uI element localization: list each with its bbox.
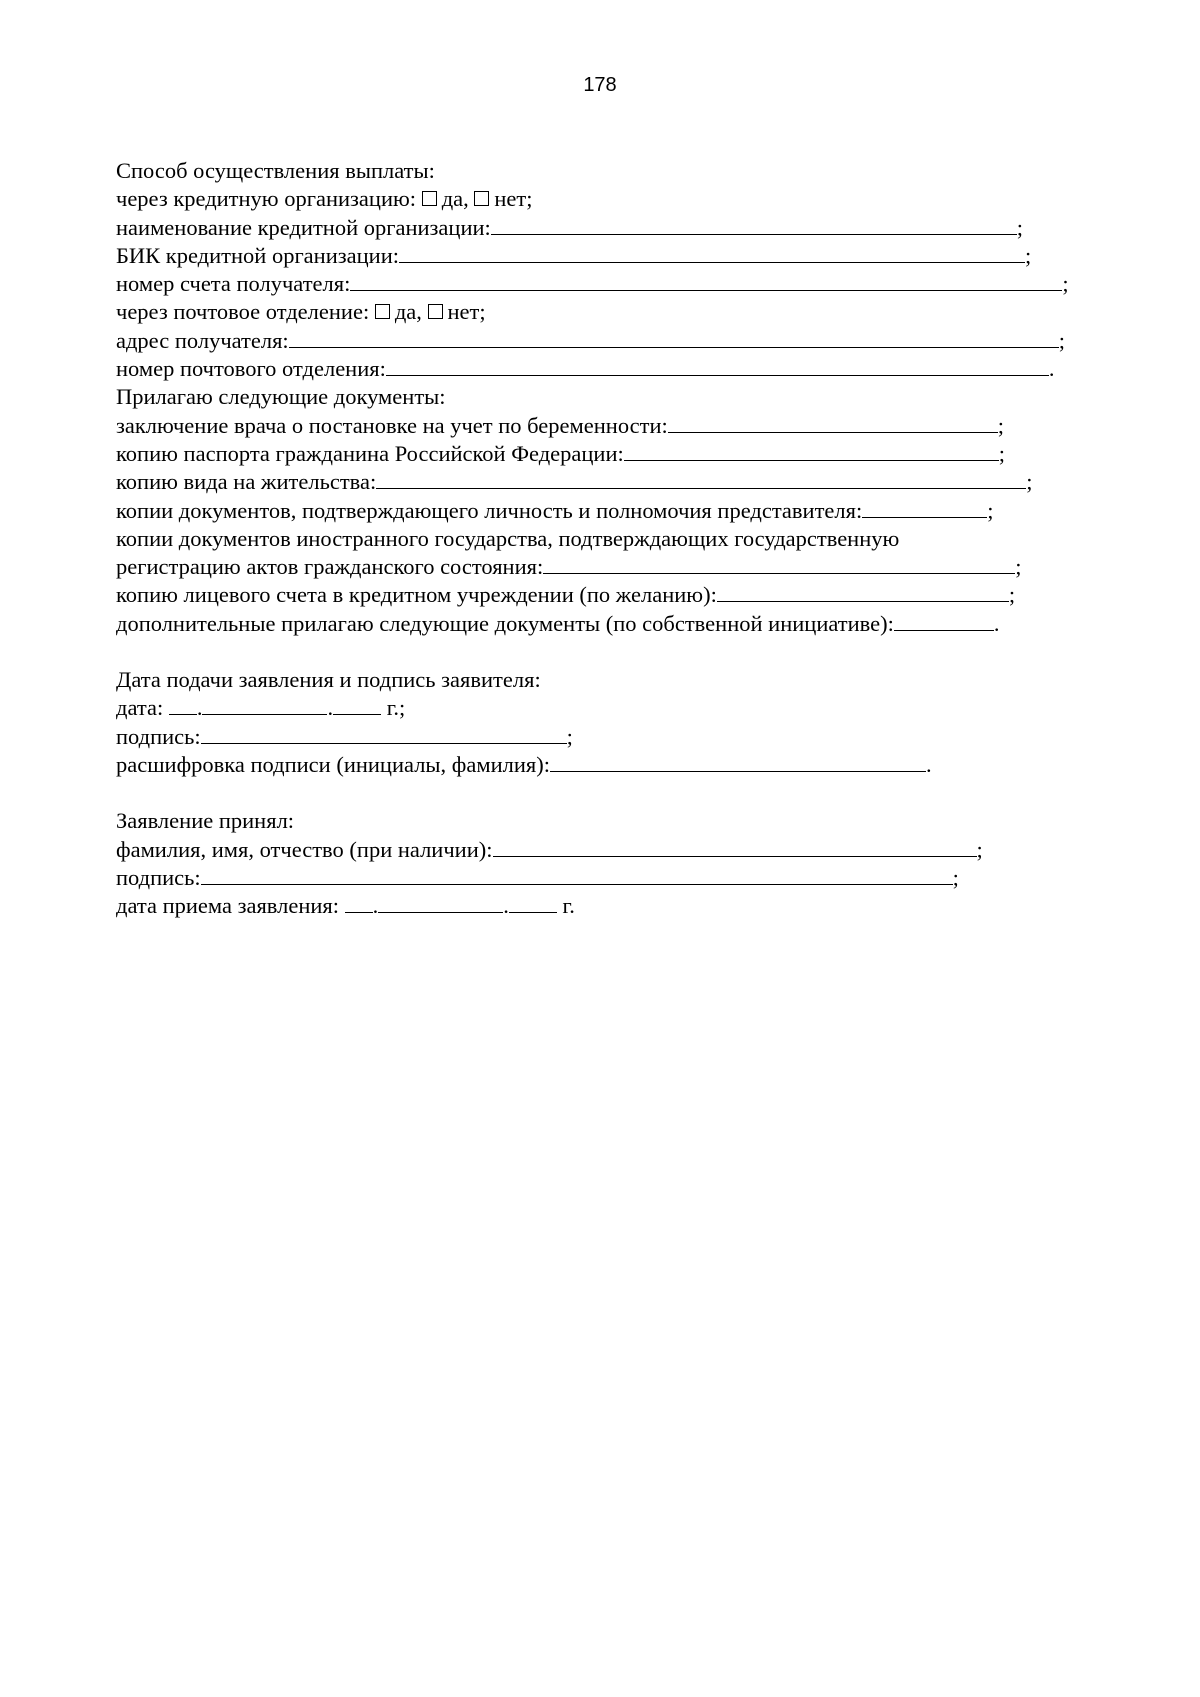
semicolon: ; xyxy=(952,864,959,890)
page-number: 178 xyxy=(583,74,617,96)
date-dot: . xyxy=(327,695,334,721)
document-item xyxy=(116,610,1096,638)
receiver-year-field[interactable] xyxy=(509,893,557,913)
document-item-label: копию паспорта гражданина Российской Федерации: xyxy=(116,440,624,466)
applicant-year-field[interactable] xyxy=(333,695,381,715)
document-item-field[interactable] xyxy=(862,498,987,518)
semicolon: ; xyxy=(1025,242,1032,268)
post-yes-label: да, xyxy=(394,299,422,325)
applicant-day-field[interactable] xyxy=(169,695,197,715)
document-item xyxy=(116,412,1096,440)
post-no-label: нет; xyxy=(447,299,486,325)
post-office-label: номер почтового отделения: xyxy=(116,356,386,382)
credit-org-label: через кредитную организацию: xyxy=(116,186,417,212)
document-item xyxy=(116,525,1096,553)
credit-org-no-label: нет; xyxy=(494,186,533,212)
document-item-field[interactable] xyxy=(543,554,1015,574)
account-number-label: номер счета получателя: xyxy=(116,271,351,297)
date-dot: . xyxy=(372,893,379,919)
receiver-fio-field[interactable] xyxy=(493,837,977,857)
receiver-heading: Заявление принял: xyxy=(116,808,295,834)
applicant-heading: Дата подачи заявления и подпись заявителя: xyxy=(116,667,541,693)
recipient-address-field[interactable] xyxy=(289,328,1059,348)
credit-org-choice-line xyxy=(116,185,1096,213)
period: . xyxy=(993,610,1000,636)
receiver-date-label: дата приема заявления: xyxy=(116,893,340,919)
document-item-label: копию вида на жительства: xyxy=(116,469,377,495)
applicant-date-label: дата: xyxy=(116,695,164,721)
credit-org-name-line xyxy=(116,214,1096,242)
applicant-heading-line xyxy=(116,666,1096,694)
payment-heading: Способ осуществления выплаты: xyxy=(116,158,435,183)
applicant-month-field[interactable] xyxy=(202,695,327,715)
semicolon: ; xyxy=(976,836,983,862)
semicolon: ; xyxy=(1058,327,1065,353)
receiver-year-suffix: г. xyxy=(562,893,575,919)
receiver-signature-line xyxy=(116,864,1096,892)
document-item-label: копию лицевого счета в кредитном учреждении (по желанию): xyxy=(116,582,717,608)
credit-org-yes-label: да, xyxy=(441,186,469,212)
recipient-address-label: адрес получателя: xyxy=(116,327,289,353)
payment-heading-line xyxy=(116,157,1096,185)
document-item xyxy=(116,440,1096,468)
document-item-field[interactable] xyxy=(668,413,998,433)
semicolon: ; xyxy=(1062,271,1069,297)
bik-label: БИК кредитной организации: xyxy=(116,242,399,268)
recipient-address-line xyxy=(116,327,1096,355)
account-number-line xyxy=(116,270,1096,298)
applicant-signature-label: подпись: xyxy=(116,723,201,749)
applicant-decoding-line xyxy=(116,751,1096,779)
semicolon: ; xyxy=(987,497,994,523)
document-item-label: копии документов, подтверждающего личность и полномочия представителя: xyxy=(116,497,863,523)
post-choice-line xyxy=(116,298,1096,326)
applicant-decoding-label: расшифровка подписи (инициалы, фамилия): xyxy=(116,751,551,777)
semicolon: ; xyxy=(997,412,1005,438)
receiver-date-line xyxy=(116,892,1096,920)
post-office-field[interactable] xyxy=(386,356,1049,376)
document-item-continuation xyxy=(116,553,1096,581)
document-item-label: копии документов иностранного государства, подтверждающих государственную xyxy=(116,525,900,551)
date-dot: . xyxy=(196,695,203,721)
documents-heading-line xyxy=(116,383,1096,411)
document-item-field[interactable] xyxy=(894,611,994,631)
receiver-signature-label: подпись: xyxy=(116,864,201,890)
bik-line xyxy=(116,242,1096,270)
application-form xyxy=(116,157,1096,920)
credit-org-yes-checkbox[interactable] xyxy=(422,191,437,206)
document-item xyxy=(116,497,1096,525)
document-item-field[interactable] xyxy=(624,441,999,461)
applicant-signature-field[interactable] xyxy=(201,724,567,744)
document-item-field[interactable] xyxy=(376,469,1026,489)
period: . xyxy=(926,751,932,777)
semicolon: ; xyxy=(998,440,1005,466)
bik-field[interactable] xyxy=(399,243,1025,263)
document-item xyxy=(116,468,1096,496)
applicant-year-suffix: г.; xyxy=(386,695,406,721)
semicolon: ; xyxy=(1026,469,1033,495)
post-office-line xyxy=(116,355,1096,383)
credit-org-name-label: наименование кредитной организации: xyxy=(116,214,491,240)
receiver-fio-line xyxy=(116,836,1096,864)
receiver-month-field[interactable] xyxy=(378,893,503,913)
post-yes-checkbox[interactable] xyxy=(375,304,390,319)
receiver-heading-line xyxy=(116,807,1096,835)
post-label: через почтовое отделение: xyxy=(116,299,370,325)
applicant-date-line xyxy=(116,694,1096,722)
credit-org-no-checkbox[interactable] xyxy=(474,191,489,206)
document-item-field[interactable] xyxy=(717,582,1009,602)
semicolon: ; xyxy=(566,723,573,749)
documents-heading: Прилагаю следующие документы: xyxy=(116,384,446,410)
applicant-decoding-field[interactable] xyxy=(550,752,926,772)
document-item xyxy=(116,581,1096,609)
semicolon: ; xyxy=(1016,214,1024,240)
applicant-signature-line xyxy=(116,723,1096,751)
semicolon: ; xyxy=(1008,582,1016,608)
document-item-label: регистрацию актов гражданского состояния: xyxy=(116,554,544,580)
date-dot: . xyxy=(503,893,509,919)
credit-org-name-field[interactable] xyxy=(491,215,1017,235)
document-item-label: заключение врача о постановке на учет по беременности: xyxy=(116,412,668,438)
receiver-fio-label: фамилия, имя, отчество (при наличии): xyxy=(116,836,493,862)
document-item-label: дополнительные прилагаю следующие документы (по собственной инициативе): xyxy=(116,610,894,636)
receiver-day-field[interactable] xyxy=(345,893,373,913)
account-number-field[interactable] xyxy=(350,271,1062,291)
receiver-signature-field[interactable] xyxy=(201,865,953,885)
period: . xyxy=(1048,356,1055,382)
semicolon: ; xyxy=(1015,554,1022,580)
post-no-checkbox[interactable] xyxy=(428,304,443,319)
